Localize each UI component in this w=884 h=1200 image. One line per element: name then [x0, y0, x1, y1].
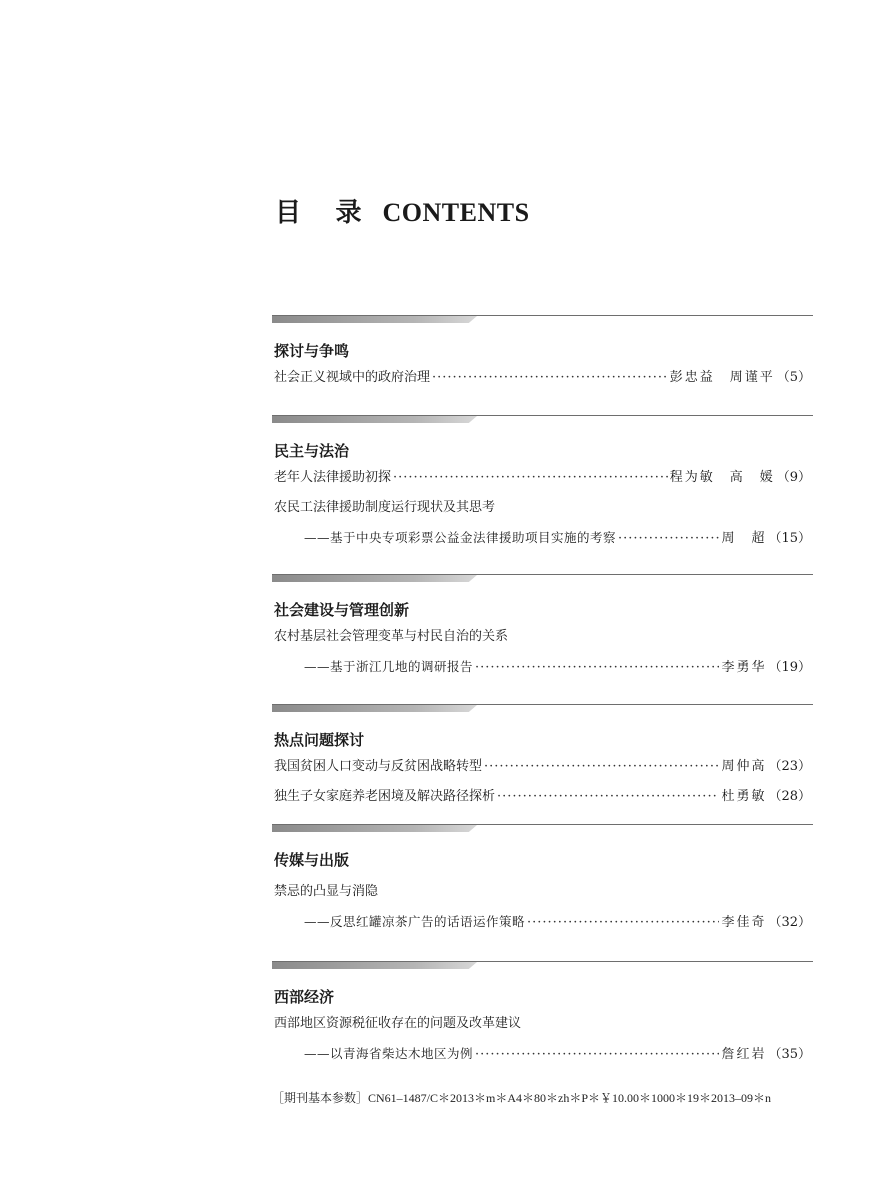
entry-page: （9）: [776, 470, 811, 485]
leader-dots: [475, 653, 719, 683]
page-title-en: CONTENTS: [382, 198, 530, 227]
entry-author: 周仲高: [721, 759, 767, 774]
entry-title: 西部地区资源税征收存在的问题及改革建议: [274, 1016, 522, 1031]
section-social-construction: [272, 574, 813, 682]
entry-page: （19）: [768, 660, 811, 675]
toc-entry-subtitle[interactable]: [274, 1039, 811, 1069]
leader-dots: [484, 752, 719, 782]
section-rule: [272, 315, 813, 324]
toc-entry-subtitle[interactable]: [274, 652, 811, 682]
section-heading: 民主与法治: [274, 442, 350, 460]
entry-page: （5）: [776, 370, 811, 385]
toc-entry[interactable]: [274, 752, 811, 782]
leader-dots: [475, 1040, 719, 1070]
section-heading: 社会建设与管理创新: [274, 601, 410, 619]
section-rule: [272, 961, 813, 970]
section-rule: [272, 415, 813, 424]
entry-page: （28）: [768, 789, 811, 804]
entry-page: （35）: [768, 1047, 811, 1062]
leader-dots: [527, 908, 719, 938]
entry-title: 社会正义视域中的政府治理: [274, 370, 431, 385]
toc-entry[interactable]: [274, 1009, 811, 1039]
section-rule: [272, 824, 813, 833]
entry-author: 李勇华: [721, 660, 767, 675]
leader-dots: [497, 782, 719, 812]
section-hot-issues: [272, 704, 813, 812]
leader-dots: [618, 524, 719, 554]
page-title: [275, 192, 530, 229]
entry-title: 老年人法律援助初探: [274, 470, 392, 485]
entry-author: 杜勇敏: [721, 789, 767, 804]
section-heading: 热点问题探讨: [274, 731, 365, 749]
entry-title: 我国贫困人口变动与反贫困战略转型: [274, 759, 483, 774]
leader-dots: [393, 463, 668, 493]
section-discussion: [272, 315, 813, 393]
section-heading: 传媒与出版: [274, 851, 350, 869]
entry-author: 周 超: [721, 531, 767, 546]
section-democracy-law: [272, 415, 813, 553]
toc-entry[interactable]: [274, 493, 811, 523]
entry-page: （32）: [768, 915, 811, 930]
entry-subtitle: ——基于中央专项彩票公益金法律援助项目实施的考察: [304, 530, 617, 545]
section-heading: 探讨与争鸣: [274, 342, 350, 360]
entry-subtitle: ——反思红罐凉茶广告的话语运作策略: [304, 914, 526, 929]
toc-entry[interactable]: [274, 877, 811, 907]
entry-author: 李佳奇: [721, 915, 767, 930]
toc-entry-subtitle[interactable]: [274, 907, 811, 937]
entry-author: 彭忠益 周谨平: [669, 370, 775, 385]
toc-entry[interactable]: [274, 363, 811, 393]
entry-title: 独生子女家庭养老困境及解决路径探析: [274, 789, 496, 804]
entry-title: 农民工法律援助制度运行现状及其思考: [274, 500, 496, 515]
toc-entry-subtitle[interactable]: [274, 523, 811, 553]
entry-title: 禁忌的凸显与消隐: [274, 884, 379, 899]
toc-entry[interactable]: [274, 622, 811, 652]
page-title-cn: 目 录: [275, 198, 376, 227]
leader-dots: [432, 363, 668, 393]
section-western-economy: [272, 961, 813, 1069]
entry-page: （15）: [768, 531, 811, 546]
entry-subtitle: ——基于浙江几地的调研报告: [304, 659, 474, 674]
journal-parameters: ［期刊基本参数］CN61–1487/C＊2013＊m＊A4＊80＊zh＊P＊￥10.00＊1000＊19＊2013–09＊n: [272, 1091, 772, 1105]
entry-author: 詹红岩: [721, 1047, 767, 1062]
entry-author: 程为敏 高 媛: [669, 470, 775, 485]
entry-subtitle: ——以青海省柴达木地区为例: [304, 1046, 474, 1061]
section-heading: 西部经济: [274, 988, 335, 1006]
section-rule: [272, 574, 813, 583]
toc-entry[interactable]: [274, 782, 811, 812]
entry-title: 农村基层社会管理变革与村民自治的关系: [274, 629, 509, 644]
section-media-publishing: [272, 824, 813, 937]
section-rule: [272, 704, 813, 713]
toc-entry[interactable]: [274, 463, 811, 493]
entry-page: （23）: [768, 759, 811, 774]
